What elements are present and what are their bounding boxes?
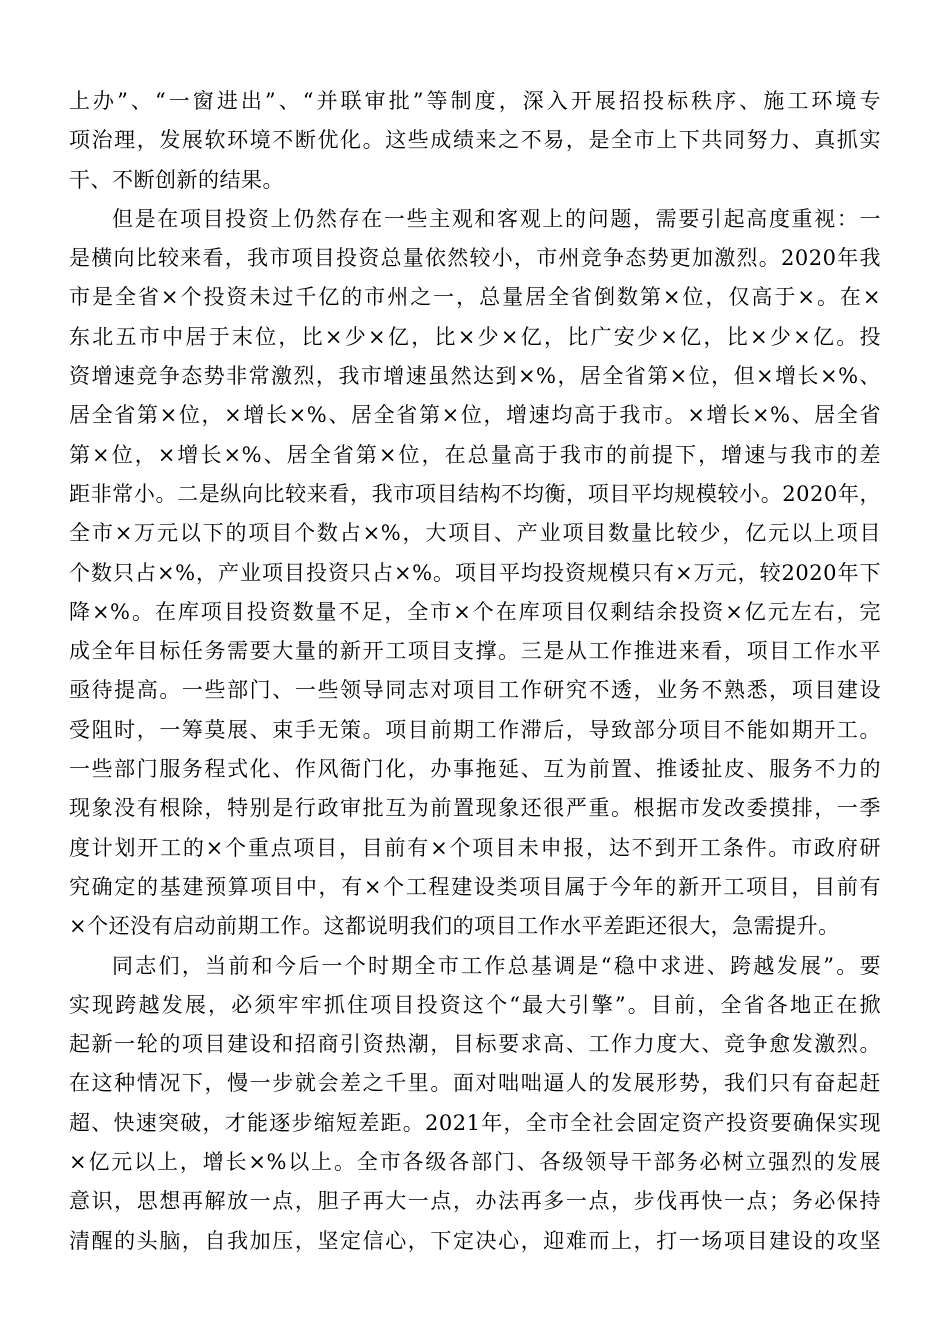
text-line: 干、不断创新的结果。 <box>69 167 284 192</box>
text-line: 个数只占×%，产业项目投资只占×%。项目平均投资规模只有×万元，较2020年下 <box>69 560 881 585</box>
text-line: 东北五市中居于末位，比×少×亿，比×少×亿，比广安少×亿，比×少×亿。投 <box>69 324 881 349</box>
text-line: 意识，思想再解放一点，胆子再大一点，办法再多一点，步伐再快一点；务必保持 <box>69 1189 881 1214</box>
text-line: 在这种情况下，慢一步就会差之千里。面对咄咄逼人的发展形势，我们只有奋起赶 <box>69 1071 881 1096</box>
document-body <box>69 82 881 1261</box>
text-line: 居全省第×位，×增长×%、居全省第×位，增速均高于我市。×增长×%、居全省 <box>69 403 881 428</box>
text-line: 超、快速突破，才能逐步缩短差距。2021年，全市全社会固定资产投资要确保实现 <box>69 1110 881 1135</box>
text-line: 起新一轮的项目建设和招商引资热潮，目标要求高、工作力度大、竞争愈发激烈。 <box>69 1032 881 1057</box>
paragraph-first-line: 同志们，当前和今后一个时期全市工作总基调是“稳中求进、跨越发展”。要 <box>112 953 881 978</box>
text-line: 成全年目标任务需要大量的新开工项目支撑。三是从工作推进来看，项目工作水平 <box>69 639 881 664</box>
text-line: 亟待提高。一些部门、一些领导同志对项目工作研究不透，业务不熟悉，项目建设 <box>69 678 881 703</box>
text-line: 资增速竞争态势非常激烈，我市增速虽然达到×%，居全省第×位，但×增长×%、 <box>69 364 881 389</box>
text-line: 降×%。在库项目投资数量不足，全市×个在库项目仅剩结余投资×亿元左右，完 <box>69 599 881 624</box>
text-line: ×个还没有启动前期工作。这都说明我们的项目工作水平差距还很大，急需提升。 <box>69 914 840 939</box>
text-line: 第×位，×增长×%、居全省第×位，在总量高于我市的前提下，增速与我市的差 <box>69 442 881 467</box>
text-line: 是横向比较来看，我市项目投资总量依然较小，市州竞争态势更加激烈。2020年我 <box>69 246 881 271</box>
paragraph-first-line: 但是在项目投资上仍然存在一些主观和客观上的问题，需要引起高度重视：一 <box>112 206 881 231</box>
text-line: 实现跨越发展，必须牢牢抓住项目投资这个“最大引擎”。目前，全省各地正在掀 <box>69 992 881 1017</box>
text-line: 市是全省×个投资未过千亿的市州之一，总量居全省倒数第×位，仅高于×。在× <box>69 285 881 310</box>
text-line: 一些部门服务程式化、作风衙门化，办事拖延、互为前置、推诿扯皮、服务不力的 <box>69 757 881 782</box>
text-line: ×亿元以上，增长×%以上。全市各级各部门、各级领导干部务必树立强烈的发展 <box>69 1150 881 1175</box>
text-line: 距非常小。二是纵向比较来看，我市项目结构不均衡，项目平均规模较小。2020年， <box>69 481 881 506</box>
text-line: 全市×万元以下的项目个数占×%，大项目、产业项目数量比较少，亿元以上项目 <box>69 521 881 546</box>
text-line: 清醒的头脑，自我加压，坚定信心，下定决心，迎难而上，打一场项目建设的攻坚 <box>69 1228 881 1253</box>
text-line: 受阻时，一筹莫展、束手无策。项目前期工作滞后，导致部分项目不能如期开工。 <box>69 717 881 742</box>
text-line: 上办”、“一窗进出”、“并联审批”等制度，深入开展招投标秩序、施工环境专 <box>69 89 881 113</box>
text-line: 究确定的基建预算项目中，有×个工程建设类项目属于今年的新开工项目，目前有 <box>69 874 881 899</box>
text-line: 度计划开工的×个重点项目，目前有×个项目未申报，达不到开工条件。市政府研 <box>69 835 881 860</box>
text-line: 项治理，发展软环境不断优化。这些成绩来之不易，是全市上下共同努力、真抓实 <box>69 128 881 153</box>
text-line: 现象没有根除，特别是行政审批互为前置现象还很严重。根据市发改委摸排，一季 <box>69 796 881 821</box>
